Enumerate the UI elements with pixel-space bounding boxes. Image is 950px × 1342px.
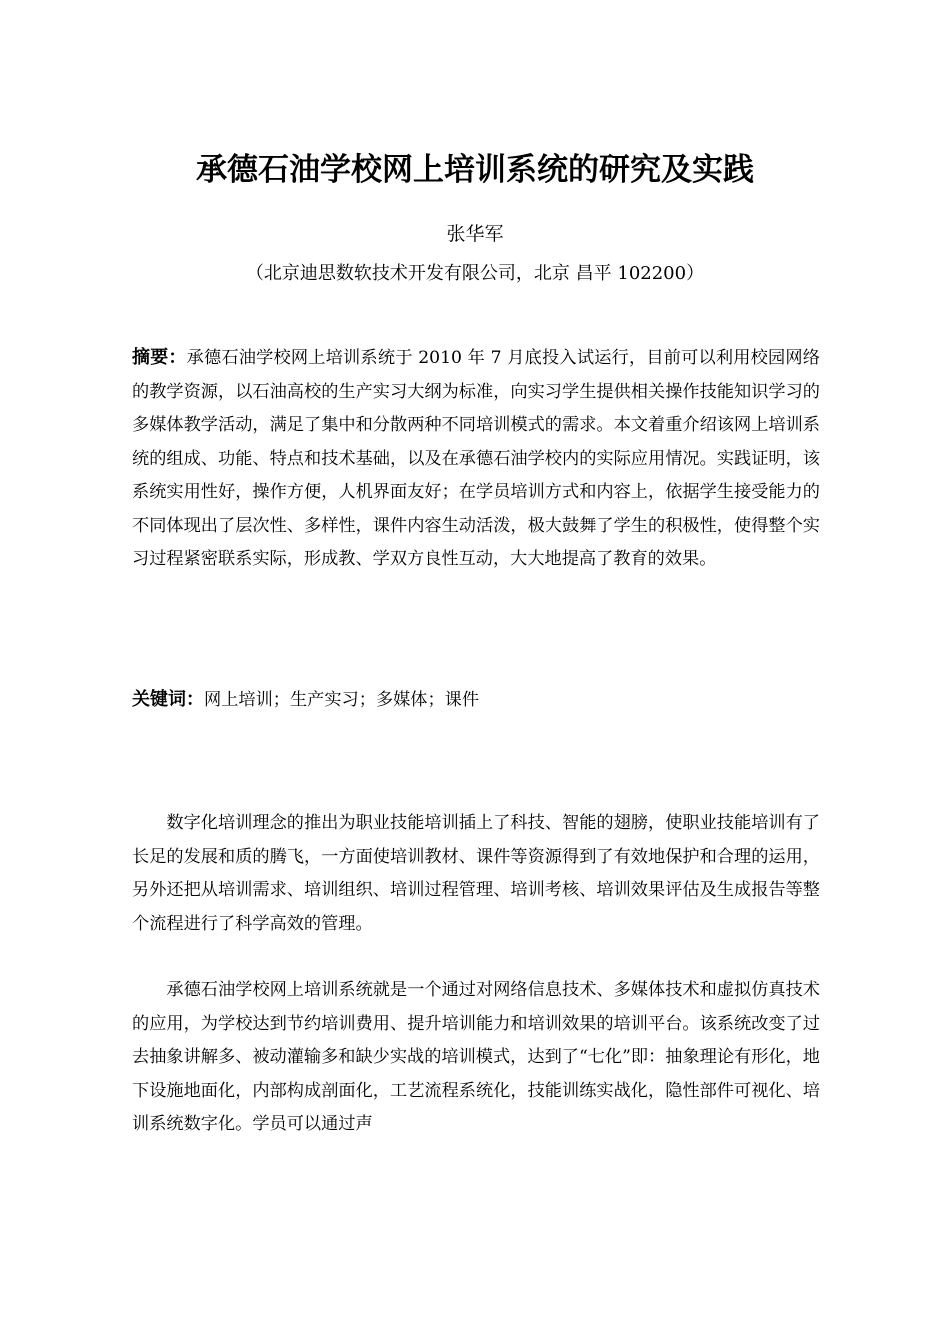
paper-title: 承德石油学校网上培训系统的研究及实践	[196, 152, 754, 188]
abstract-text: 承德石油学校网上培训系统于 2010 年 7 月底投入试运行，目前可以利用校园网络的教学资源，以石油高校的生产实习大纲为标准，向实习学生提供相关操作技能知识学习的多媒体教学活动，满足了集中和分散两种不同培训模式的需求。本文着重介绍该网上培训系统的组成、功能、特点和技术基础，以及在承德石油学校内的实际应用情况。实践证明，该系统实用性好，操作方便，人机界面友好；在学员培训方式和内容上，依据学生接受能力的不同体现出了层次性、多样性，课件内容生动活泼，极大鼓舞了学生的积极性，使得整个实习过程紧密联系实际，形成教、学双方良性互动，大大地提高了教育的效果。	[132, 348, 820, 569]
author-affiliation: （北京迪思数软技术开发有限公司，北京 昌平 102200）	[245, 263, 705, 284]
abstract-section	[132, 341, 820, 577]
keywords-label: 关键词：	[132, 689, 204, 710]
abstract-label: 摘要：	[132, 347, 187, 368]
author-name: 张华军	[446, 223, 504, 245]
body-paragraph: 数字化培训理念的推出为职业技能培训插上了科技、智能的翅膀，使职业技能培训有了长足的发展和质的腾飞，一方面使培训教材、课件等资源得到了有效地保护和合理的运用，另外还把从培训需求、培训组织、培训过程管理、培训考核、培训效果评估及生成报告等整个流程进行了科学高效的管理。	[132, 813, 820, 934]
keywords-text: 网上培训；生产实习；多媒体；课件	[204, 690, 480, 710]
keywords-section	[132, 683, 820, 718]
body-paragraph: 承德石油学校网上培训系统就是一个通过对网络信息技术、多媒体技术和虚拟仿真技术的应用，为学校达到节约培训费用、提升培训能力和培训效果的培训平台。该系统改变了过去抽象讲解多、被动灌输多和缺少实战的培训模式，达到了“七化”即：抽象理论有形化，地下设施地面化，内部构成剖面化，工艺流程系统化，技能训练实战化，隐性部件可视化、培训系统数字化。学员可以通过声	[132, 980, 820, 1134]
